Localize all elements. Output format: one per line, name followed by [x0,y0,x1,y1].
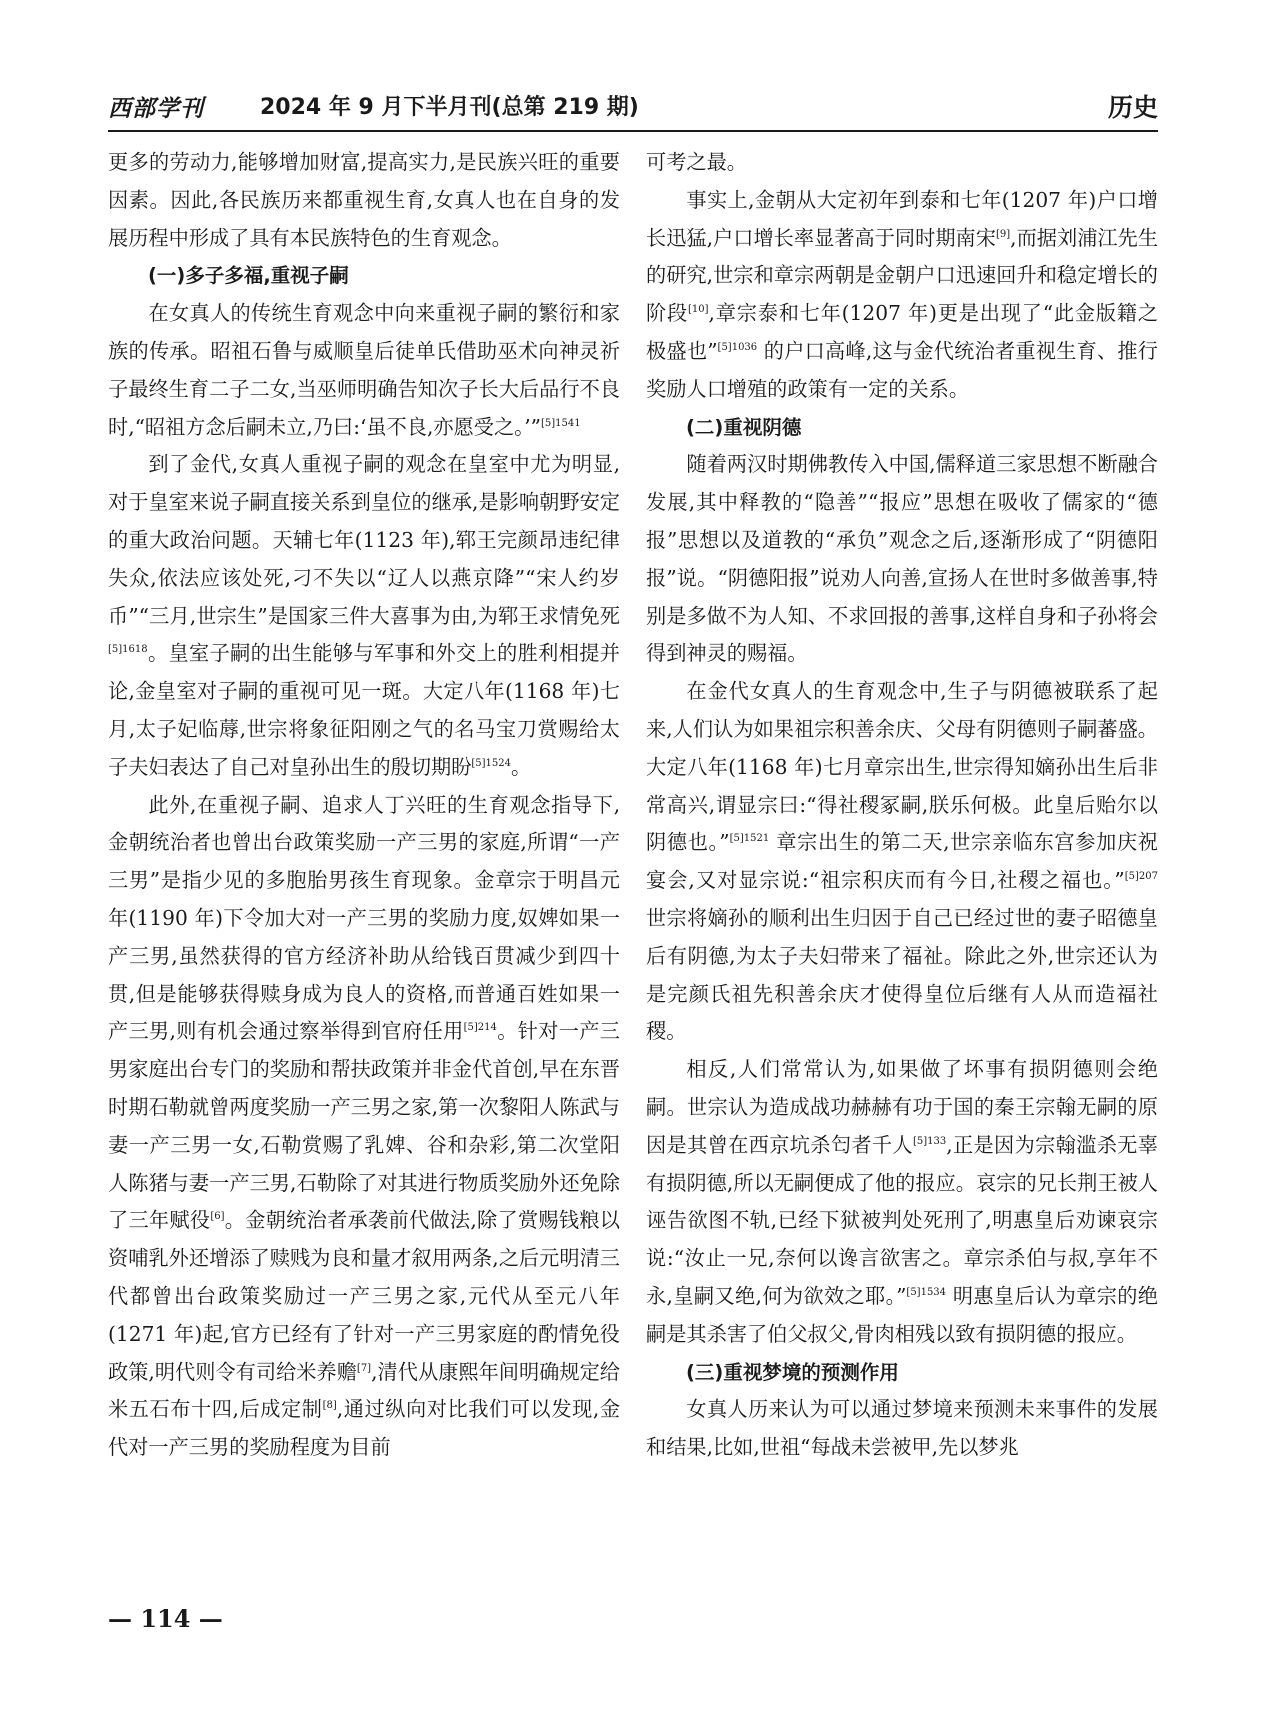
paragraph-text: 更多的劳动力,能够增加财富,提高实力,是民族兴旺的重要因素。因此,各民族历来都重视生育,女真人也在自身的发展历程中形成了具有本民族特色的生育观念。 [108,150,620,250]
paragraph [646,1051,1158,1353]
paragraph-text: ,章宗泰和七年(1207 年)更是出现了“此金版籍之极盛也” [646,301,1158,363]
header-rule [108,130,1158,132]
paragraph-text: ,清代从康熙年间明确规定给米五石布十四,后成定制 [108,1359,620,1422]
citation-ref: [5]1524 [471,757,512,769]
section-heading: (一)多子多福,重视子嗣 [148,264,349,288]
paragraph-text: 。 [511,754,532,779]
citation-ref: [10] [687,304,709,316]
paragraph [646,182,1158,409]
paragraph-text: 。皇室子嗣的出生能够与军事和外交上的胜利相提并论,金皇室对子嗣的重视可见一斑。大定八年(1168 年)七月,太子妃临蓐,世宗将象征阳刚之气的名马宝刀赏赐给太子夫妇表达了自己对皇孙出生的殷切期盼 [108,641,620,779]
right-column [646,144,1158,1467]
paragraph-text: 随着两汉时期佛教传入中国,儒释道三家思想不断融合发展,其中释教的“隐善”“报应”思想在吸收了儒家的“德报”思想以及道教的“承负”观念之后,逐渐形成了“阴德阳报”说。“阴德阳报”说劝人向善,宣扬人在世时多做善事,特别是多做不为人知、不求回报的善事,这样自身和子孙将会得到神灵的赐福。 [646,452,1158,666]
section-title: 历史 [1107,93,1158,122]
paragraph [646,446,1158,673]
citation-ref: [5]1036 [717,341,758,353]
citation-ref: [9] [995,228,1011,240]
paragraph-text: 明惠皇后认为章宗的绝嗣是其杀害了伯父叔父,骨肉相残以致有损阴德的报应。 [646,1283,1158,1346]
citation-ref: [5]1521 [729,833,770,845]
paragraph [108,446,620,786]
running-header [108,88,1158,128]
citation-ref: [5]1618 [108,644,148,656]
section-heading: (三)重视梦境的预测作用 [686,1360,899,1384]
paragraph-text: 的户口高峰,这与金代统治者重视生育、推行奖励人口增殖的政策有一定的关系。 [646,338,1158,401]
paragraph [646,673,1158,1051]
journal-logo: 西部学刊 [108,95,204,122]
paragraph-text: ,正是因为宗翰滥杀无辜有损阴德,所以无嗣便成了他的报应。哀宗的兄长荆王被人诬告欲图不轨,已经下狱被判处死刑了,明惠皇后劝谏哀宗说:“汝止一兄,奈何以谗言欲害之。章宗杀伯与叔,享年不永,皇嗣又绝,何为欲效之耶。” [646,1132,1158,1308]
paragraph-text: 。针对一产三男家庭出台专门的奖励和帮扶政策并非金代首创,早在东晋时期石勒就曾两度奖励一产三男之家,第一次黎阳人陈武与妻一产三男一女,石勒赏赐了乳婢、谷和杂彩,第二次堂阳人陈猪与妻一产三男,石勒除了对其进行物质奖励外还免除了三年赋役 [108,1019,620,1233]
left-column [108,144,620,1467]
paragraph [108,295,620,446]
paragraph-text: 可考之最。 [646,150,747,174]
citation-ref: [5]207 [1124,871,1158,883]
paragraph [646,1391,1158,1467]
citation-ref: [5]1541 [541,417,581,429]
paragraph-text: 女真人历来认为可以通过梦境来预测未来事件的发展和结果,比如,世祖“每战未尝被甲,先以梦兆 [646,1397,1158,1460]
paragraph-text: ,而据刘浦江先生的研究,世宗和章宗两朝是金朝户口迅速回升和稳定增长的阶段 [646,225,1159,326]
citation-ref: [7] [356,1362,372,1374]
citation-ref: [5]214 [463,1022,497,1034]
paragraph-text: 章宗出生的第二天,世宗亲临东宫参加庆祝宴会,又对显宗说:“祖宗积庆而有今日,社稷之福也。” [646,830,1158,893]
paragraph-text: 。金朝统治者承袭前代做法,除了赏赐钱粮以资哺乳外还增添了赎贱为良和量才叙用两条,之后元明清三代都曾出台政策奖励过一产三男之家,元代从至元八年(1271 年)起,官方已经有了针对一产三男家庭的酌情免役政策,明代则令有司给米养赡 [108,1208,620,1384]
paragraph [108,144,620,257]
paragraph-text: 此外,在重视子嗣、追求人丁兴旺的生育观念指导下,金朝统治者也曾出台政策奖励一产三男的家庭,所谓“一产三男”是指少见的多胞胎男孩生育现象。金章宗于明昌元年(1190 年)下令加大对一产三男的奖励力度,奴婢如果一产三男,虽然获得的官方经济补助从给钱百贯减少到四十贯,但是能够获得赎身成为良人的资格,而普通百姓如果一产三男,则有机会通过察举得到官府任用 [108,792,620,1044]
paragraph-text: 在女真人的传统生育观念中向来重视子嗣的繁衍和家族的传承。昭祖石鲁与威顺皇后徒单氏借助巫术向神灵祈子最终生育二子二女,当巫师明确告知次子长大后品行不良时,“昭祖方念后嗣未立,乃曰:‘虽不良,亦愿受之。’” [108,301,620,439]
paragraph-text: 相反,人们常常认为,如果做了坏事有损阴德则会绝嗣。世宗认为造成战功赫赫有功于国的秦王宗翰无嗣的原因是其曾在西京坑杀匄者千人 [646,1057,1158,1157]
paragraph [646,144,1158,182]
citation-ref: [8] [322,1400,337,1412]
citation-ref: [6] [210,1211,225,1223]
paragraph-text: 到了金代,女真人重视子嗣的观念在皇室中尤为明显,对于皇室来说子嗣直接关系到皇位的继承,是影响朝野安定的重大政治问题。天辅七年(1123 年),郓王完颜昂违纪律失众,依法应该处死,刁不失以“辽人以燕京降”“宋人约岁币”“三月,世宗生”是国家三件大喜事为由,为郓王求情免死 [108,452,620,628]
section-heading: (二)重视阴德 [686,415,802,439]
citation-ref: [5]133 [912,1135,947,1147]
paragraph-text: 世宗将嫡孙的顺利出生归因于自己已经过世的妻子昭德皇后有阴德,为太子夫妇带来了福祉。除此之外,世宗还认为是完颜氏祖先积善余庆才使得皇位后继有人从而造福社稷。 [646,905,1158,1044]
paragraph [108,787,620,1467]
page-number: — 114 — [108,1604,223,1633]
paragraph-text: ,通过纵向对比我们可以发现,金代对一产三男的奖励程度为目前 [108,1397,621,1460]
citation-ref: [5]1534 [906,1286,947,1298]
issue-info: 2024 年 9 月下半月刊(总第 219 期) [260,95,639,120]
paragraph-text: 在金代女真人的生育观念中,生子与阴德被联系了起来,人们认为如果祖宗积善余庆、父母有阴德则子嗣蕃盛。大定八年(1168 年)七月章宗出生,世宗得知嫡孙出生后非常高兴,谓显宗曰:“得社稷冢嗣,朕乐何极。此皇后贻尔以阴德也。” [646,679,1158,855]
paragraph-text: 事实上,金朝从大定初年到泰和七年(1207 年)户口增长迅猛,户口增长率显著高于同时期南宋 [646,187,1158,250]
